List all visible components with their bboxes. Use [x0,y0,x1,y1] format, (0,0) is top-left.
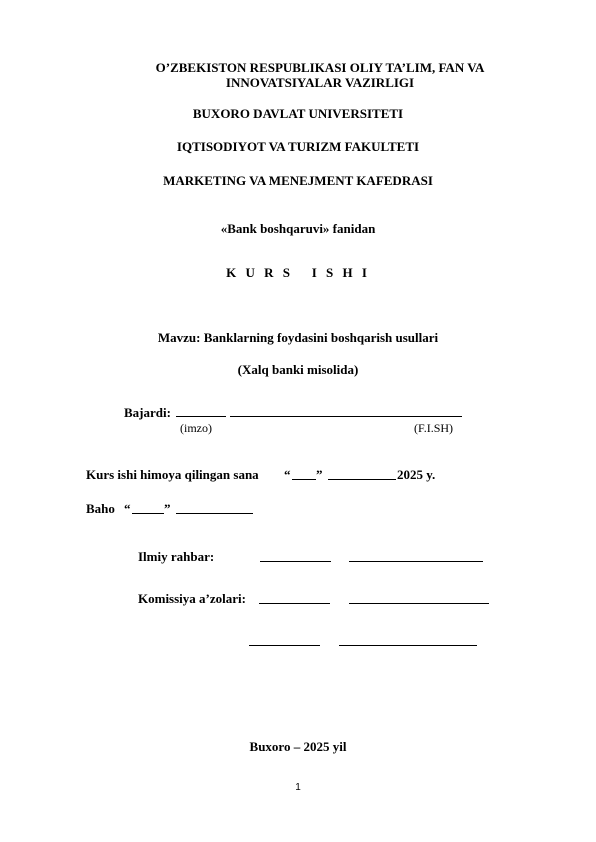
committee-name-line-1 [349,603,489,604]
subject-line: «Bank boshqaruvi» fanidan [220,221,376,236]
topic-title: Mavzu: Banklarning foydasini boshqarish usullari [157,330,439,345]
supervisor-signature-line [260,561,331,562]
committee-label: Komissiya a’zolari: [138,591,246,606]
supervisor-label: Ilmiy rahbar: [138,549,215,564]
grade-score-line [132,513,164,514]
faculty-heading: IQTISODIYOT VA TURIZM FAKULTETI [176,139,420,154]
committee-name-line-2 [339,645,477,646]
page-number: 1 [295,782,301,793]
defense-month-line [328,479,396,480]
supervisor-name-line [349,561,483,562]
committee-signature-line-2 [249,645,320,646]
committee-signature-line-1 [259,603,330,604]
document-type-title: K U R S I S H I [226,265,370,280]
ministry-heading: O’ZBEKISTON RESPUBLIKASI OLIY TA’LIM, FAN VA INNOVATSIYALAR VAZIRLIGI [155,60,485,90]
performer-label: Bajardi: [124,405,171,420]
defense-year: 2025 y. [397,467,436,482]
grade-quote-close: ” [164,501,171,516]
defense-day-line [292,479,316,480]
name-caption: (F.I.SH) [414,421,454,435]
university-heading: BUXORO DAVLAT UNIVERSITETI [192,106,404,121]
grade-label: Baho [86,501,115,516]
topic-case: (Xalq banki misolida) [237,362,359,377]
place-year: Buxoro – 2025 yil [249,739,347,754]
signature-caption: (imzo) [180,421,212,435]
defense-quote-open: “ [284,467,291,482]
grade-word-line [176,513,253,514]
defense-quote-close: ” [316,467,323,482]
defense-date-label: Kurs ishi himoya qilingan sana [86,467,259,482]
performer-signature-line [176,416,226,417]
department-heading: MARKETING VA MENEJMENT KAFEDRASI [163,173,433,188]
performer-name-line [230,416,462,417]
grade-quote-open: “ [124,501,131,516]
